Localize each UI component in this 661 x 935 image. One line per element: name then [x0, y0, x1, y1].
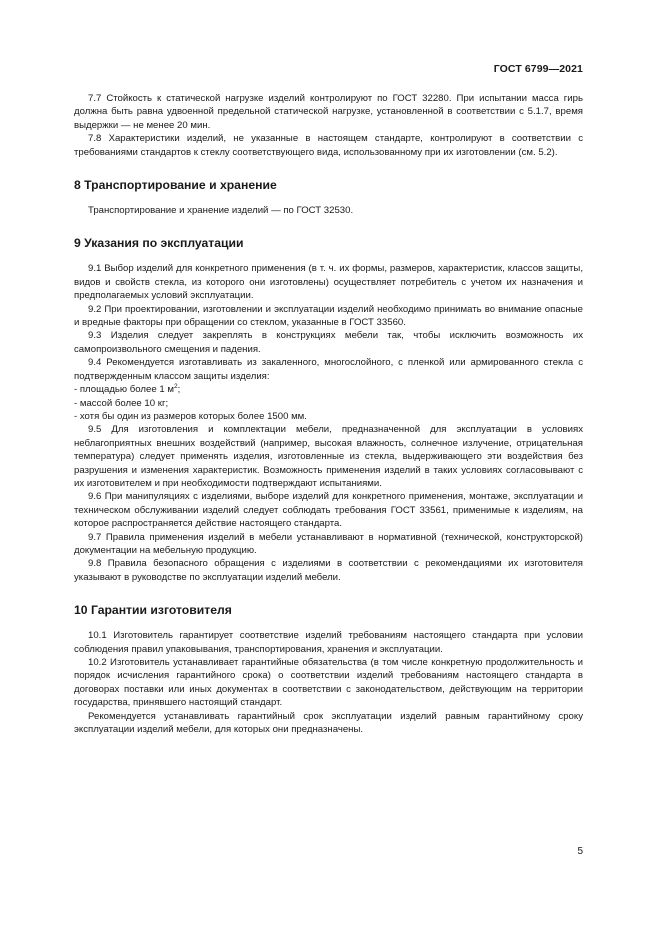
list-item-mass: - массой более 10 кг; [74, 397, 169, 409]
paragraph-9-8: 9.8 Правила безопасного обращения с изделиями в соответствии с рекомендациями их изготовителя указывают в руководстве по эксплуатации изделий мебели. [74, 558, 583, 583]
page-number: 5 [577, 846, 583, 857]
section-8-heading: 8 Транспортирование и хранение [74, 178, 277, 193]
standard-designation: ГОСТ 6799—2021 [493, 63, 583, 75]
paragraph-9-2: 9.2 При проектировании, изготовлении и эксплуатации изделий необходимо принимать во внимание опасные и вредные факторы при обращении со стеклом, указанные в ГОСТ 33560. [74, 303, 583, 329]
paragraph-9-1: 9.1 Выбор изделий для конкретного применения (в т. ч. их формы, размеров, характеристик, классов защиты, видов и свойств стекла, из которого они изготовлены) осуществляет потребитель с учетом их назначения и предполагаемых условий эксплуатации. [74, 263, 583, 302]
paragraph-9-6: 9.6 При манипуляциях с изделиями, выборе изделий для конкретного применения, монтаже, эксплуатации и техническом обслуживании изделий следует соблюдать требования ГОСТ 33561, применимые к изделиям, на которое распространяется действие настоящего стандарта. [74, 491, 583, 530]
list-item-size: - хотя бы один из размеров которых более 1500 мм. [74, 410, 307, 422]
paragraph-9-3: 9.3 Изделия следует закреплять в конструкциях мебели так, чтобы исключить возможность их самопроизвольного смещения и падения. [74, 330, 583, 355]
list-item-area-suffix: ; [177, 384, 181, 396]
paragraph-8: Транспортирование и хранение изделий — по ГОСТ 32530. [88, 205, 354, 217]
list-item-area [74, 383, 583, 396]
paragraph-10-2: 10.2 Изготовитель устанавливает гарантийные обязательства (в том числе конкретную продолжительность и порядок исчисления гарантийного срока) о соответствии изделий требованиям настоящего стандарта в договорах поставки или иных документах в соответствии с законодательством, действующим на территории государства, принявшего настоящий стандарт. [74, 657, 583, 709]
paragraph-recommendation: Рекомендуется устанавливать гарантийный срок эксплуатации изделий равным гарантийному сроку эксплуатации изделий мебели, для которых они предназначены. [74, 710, 583, 736]
paragraph-9-7: 9.7 Правила применения изделий в мебели устанавливают в нормативной (технической, конструкторской) документации на мебельную продукцию. [74, 531, 583, 556]
section-9-heading: 9 Указания по эксплуатации [74, 236, 244, 251]
list-item-area-text: - площадью более 1 м [74, 384, 174, 396]
paragraph-9-4: 9.4 Рекомендуется изготавливать из закаленного, многослойного, с пленкой или армированного стекла с подтвержденным классом защиты изделия: [74, 357, 583, 382]
paragraph-10-1: 10.1 Изготовитель гарантирует соответствие изделий требованиям настоящего стандарта при условии соблюдения правил упаковывания, транспортирования, хранения и эксплуатации. [74, 630, 583, 655]
paragraph-7-7: 7.7 Стойкость к статической нагрузке изделий контролируют по ГОСТ 32280. При испытании масса гирь должна быть равна удвоенной предельной статической нагрузке, установленной в соответствии с 5.1.7, время выдержки — не менее 20 мин. [74, 93, 583, 131]
section-10-heading: 10 Гарантии изготовителя [74, 603, 232, 618]
paragraph-9-5: 9.5 Для изготовления и комплектации мебели, предназначенной для эксплуатации в условиях неблагоприятных внешних воздействий (например, высокая влажность, солнечное излучение, отрицательная температура) следует применять изделия, изготовленные из стекла, выдерживающего эти воздействия без разрушения и изменения характеристик. Возможность применения изделий в таких условиях согласовывают с их изготовителем и при необходимости подтверждают испытаниями. [74, 424, 583, 489]
superscript-2: 2 [173, 382, 178, 390]
document-body [74, 92, 583, 736]
paragraph-7-8: 7.8 Характеристики изделий, не указанные в настоящем стандарте, контролируют в соответствии с требованиями стандартов к стеклу соответствующего вида, использованному при их изготовлении (см. 5.2). [74, 133, 583, 158]
